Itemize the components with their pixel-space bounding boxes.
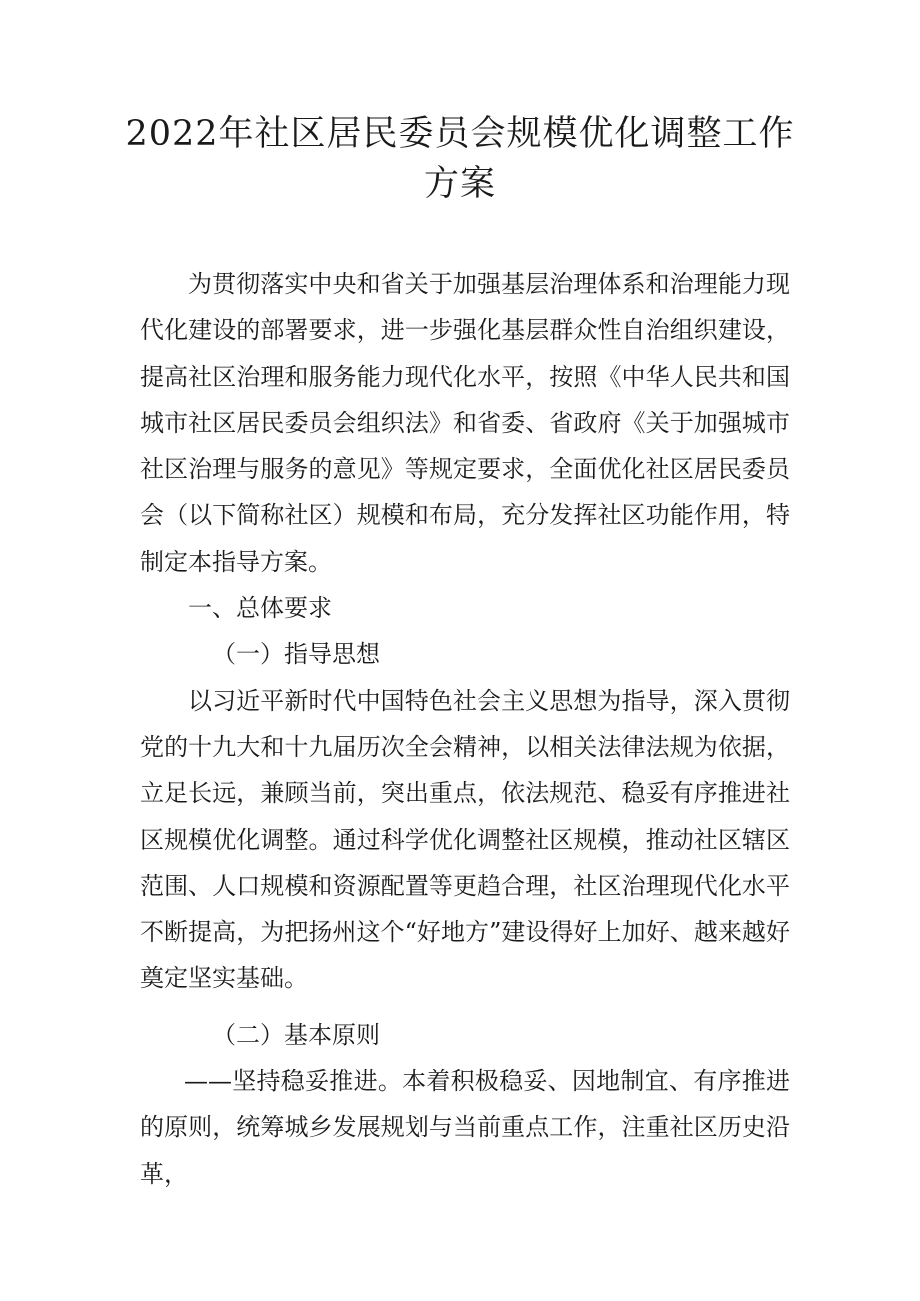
guiding-ideology-paragraph: 以习近平新时代中国特色社会主义思想为指导，深入贯彻党的十九大和十九届历次全会精神，以相关法律法规为依据，立足长远，兼顾当前，突出重点，依法规范、稳妥有序推进社区规模优化调整。通过科学优化调整社区规模，推动社区辖区范围、人口规模和资源配置等更趋合理，社区治理现代化水平不断提高，为把扬州这个“好地方”建设得好上加好、越来越好奠定坚实基础。 xyxy=(140,686,790,993)
subsection-heading-basic-principles: （二）基本原则 xyxy=(212,1020,380,1049)
principle-steady-progress-paragraph: ——坚持稳妥推进。本着积极稳妥、因地制宜、有序推进的原则，统筹城乡发展规划与当前重点工作，注重社区历史沿革， xyxy=(140,1067,790,1188)
intro-paragraph: 为贯彻落实中央和省关于加强基层治理体系和治理能力现代化建设的部署要求，进一步强化基层群众性自治组织建设，提高社区治理和服务能力现代化水平，按照《中华人民共和国城市社区居民委员会组织法》和省委、省政府《关于加强城市社区治理与服务的意见》等规定要求，全面优化社区居民委员会（以下简称社区）规模和布局，充分发挥社区功能作用，特制定本指导方案。 xyxy=(140,270,790,576)
document-title-line-2: 方案 xyxy=(423,164,496,204)
document-body xyxy=(140,261,790,1197)
section-heading-overall-requirements: 一、总体要求 xyxy=(188,594,332,623)
subsection-heading-guiding-ideology: （一）指导思想 xyxy=(212,640,380,669)
document-title-line-1: 2022年社区居民委员会规模优化调整工作 xyxy=(125,114,795,154)
